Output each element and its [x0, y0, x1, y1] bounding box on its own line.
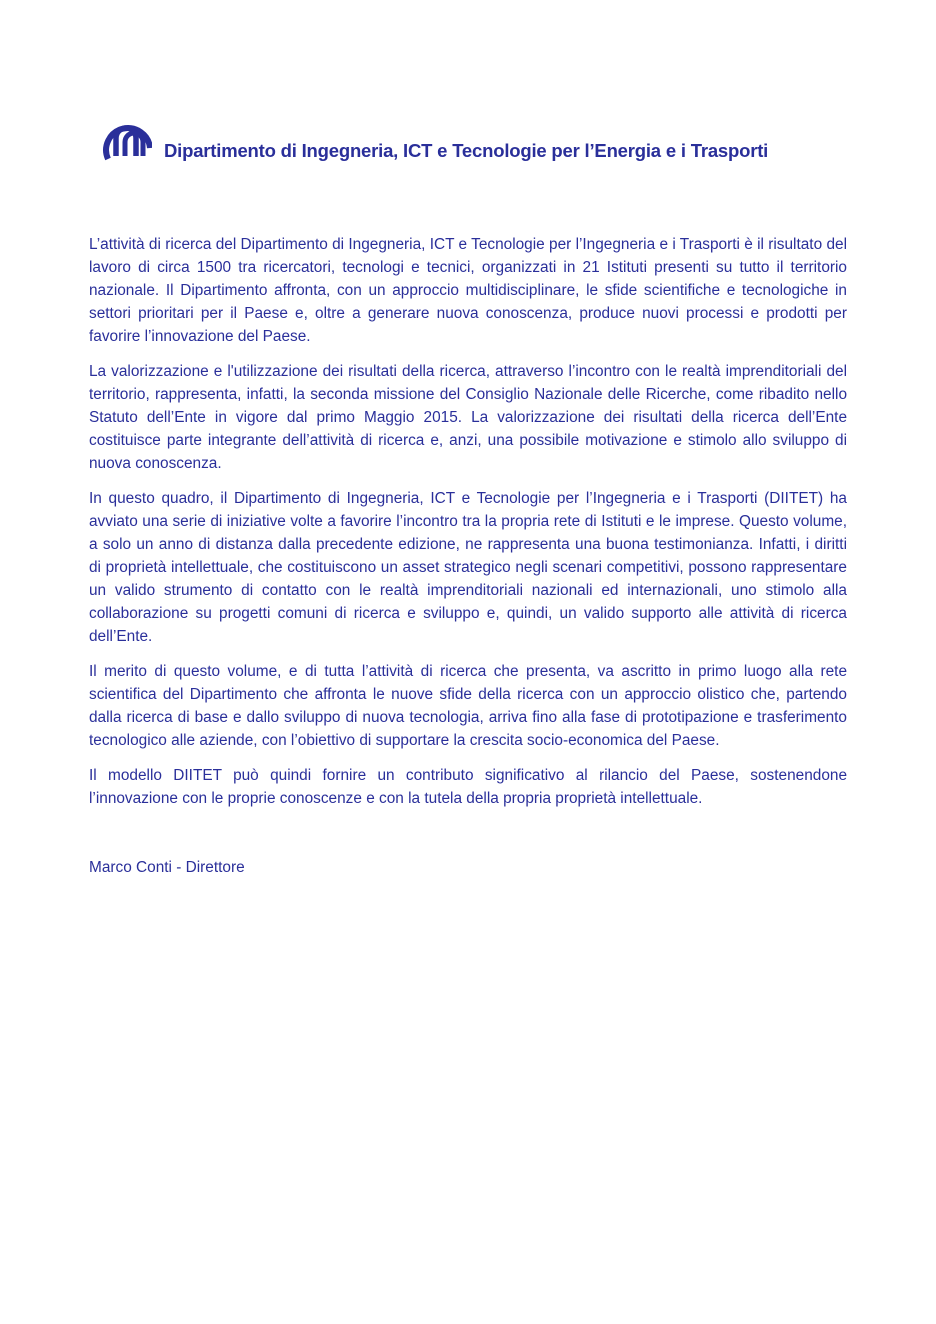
document-body	[89, 233, 847, 822]
department-title: Dipartimento di Ingegneria, ICT e Tecnologie per l’Energia e i Trasporti	[164, 140, 769, 161]
page-header	[94, 112, 854, 164]
paragraph: L’attività di ricerca del Dipartimento di Ingegneria, ICT e Tecnologie per l’Ingegneria e i Trasporti è il risultato del lavoro di circa 1500 tra ricercatori, tecnologi e tecnici, organizzati in 21 Istituti presenti su tutto il territorio nazionale. Il Dipartimento affronta, con un approccio multidisciplinare, le sfide scientifiche e tecnologiche in settori prioritari per il Paese e, oltre a generare nuova conoscenza, produce nuovi processi e prodotti per favorire l’innovazione del Paese.	[89, 236, 847, 345]
cnr-logo-icon	[94, 112, 152, 162]
paragraph: La valorizzazione e l'utilizzazione dei risultati della ricerca, attraverso l’incontro con le realtà imprenditoriali del territorio, rappresenta, infatti, la seconda missione del Consiglio Nazionale delle Ricerche, come ribadito nello Statuto dell’Ente in vigore dal primo Maggio 2015. La valorizzazione dei risultati della ricerca dell’Ente costituisce parte integrante dell’attività di ricerca e, anzi, una possibile motivazione e stimolo allo sviluppo di nuova conoscenza.	[89, 363, 847, 472]
signature: Marco Conti - Direttore	[89, 859, 245, 876]
paragraph: Il modello DIITET può quindi fornire un contributo significativo al rilancio del Paese, sostenendone l’innovazione con le proprie conoscenze e con la tutela della propria proprietà intellettuale.	[89, 767, 847, 807]
paragraph: In questo quadro, il Dipartimento di Ingegneria, ICT e Tecnologie per l’Ingegneria e i Trasporti (DIITET) ha avviato una serie di iniziative volte a favorire l’incontro tra la propria rete di Istituti e le imprese. Questo volume, a solo un anno di distanza dalla precedente edizione, ne rappresenta una buona testimonianza. Infatti, i diritti di proprietà intellettuale, che costituiscono un asset strategico negli scenari competitivi, possono rappresentare un valido strumento di contatto con le realtà imprenditoriali nazionali ed internazionali, uno stimolo alla collaborazione su progetti comuni di ricerca e sviluppo e, quindi, un valido supporto alle attività di ricerca dell’Ente.	[89, 490, 847, 645]
paragraph: Il merito di questo volume, e di tutta l’attività di ricerca che presenta, va ascritto in primo luogo alla rete scientifica del Dipartimento che affronta le nuove sfide della ricerca con un approccio olistico che, partendo dalla ricerca di base e dallo sviluppo di nuova tecnologia, arriva fino alla fase di prototipazione e trasferimento tecnologico alle aziende, con l’obiettivo di supportare la crescita socio-economica del Paese.	[89, 663, 847, 749]
